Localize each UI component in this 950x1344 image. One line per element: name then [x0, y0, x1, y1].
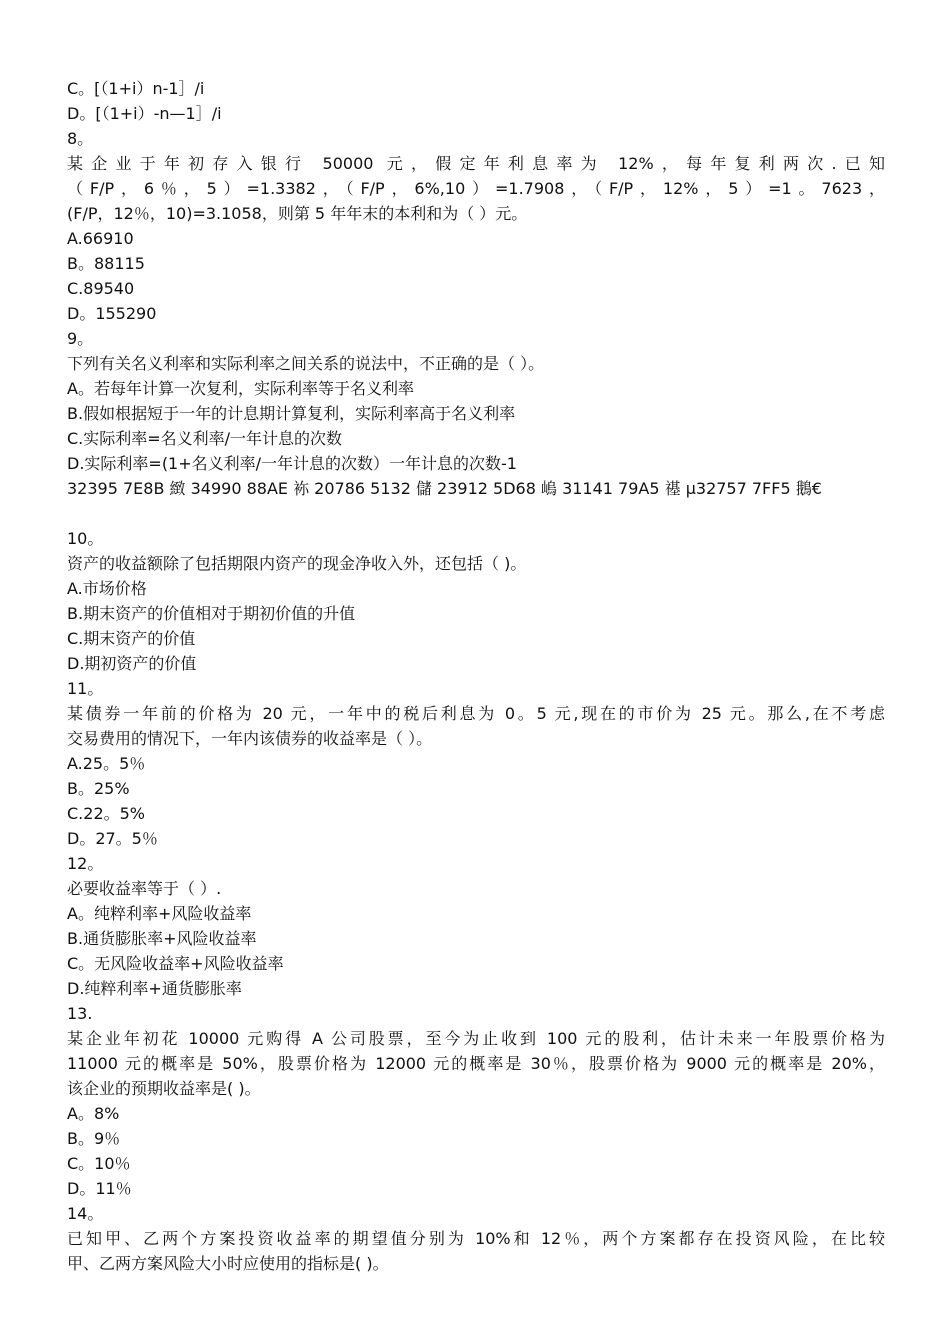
question-14-text-line-2: 甲、乙两方案风险大小时应使用的指标是( )。: [67, 1254, 389, 1273]
question-number-13: 13.: [67, 1004, 93, 1023]
option-b-q13: B。9％: [67, 1129, 121, 1148]
option-c-q11: C.22。5%: [67, 804, 146, 823]
option-d-q11: D。27。5％: [67, 829, 158, 848]
question-number-8: 8。: [67, 129, 94, 148]
option-d-q13: D。11％: [67, 1179, 132, 1198]
question-8-text-line-3: (F/P，12％，10)=3.1058，则第 5 年年末的本利和为（ ）元。: [67, 204, 528, 223]
option-b-q10: B.期末资产的价值相对于期初价值的升值: [67, 604, 356, 623]
option-d-q7: D。[（1+i）-n—1］/i: [67, 104, 222, 123]
question-10-text: 资产的收益额除了包括期限内资产的现金净收入外，还包括（ )。: [67, 554, 527, 573]
option-a-q11: A.25。5％: [67, 754, 146, 773]
option-a-q13: A。8%: [67, 1104, 120, 1123]
option-c-q8: C.89540: [67, 279, 135, 298]
question-number-10: 10。: [67, 529, 104, 548]
question-13-text-line-1: 某企业年初花 10000 元购得 A 公司股票，至今为止收到 100 元的股利，估计未来一年股票价格为: [67, 1029, 885, 1048]
document-page: [67, 76, 885, 1276]
question-number-11: 11。: [67, 679, 104, 698]
question-14-text-line-1: 已知甲、乙两个方案投资收益率的期望值分别为 10%和 12％，两个方案都存在投资风险，在比较: [67, 1229, 885, 1248]
option-c-q9: C.实际利率=名义利率/一年计息的次数: [67, 429, 343, 448]
question-11-text-line-1: 某债券一年前的价格为 20 元，一年中的税后利息为 0。5 元,现在的市价为 25 元。那么,在不考虑: [67, 704, 885, 723]
option-a-q9: A。若每年计算一次复利，实际利率等于名义利率: [67, 379, 414, 398]
option-a-q10: A.市场价格: [67, 579, 147, 598]
option-c-q12: C。无风险收益率+风险收益率: [67, 954, 284, 973]
option-d-q8: D。155290: [67, 304, 157, 323]
option-d-q10: D.期初资产的价值: [67, 654, 197, 673]
option-d-q9: D.实际利率=(1+名义利率/一年计息的次数）一年计息的次数-1: [67, 454, 517, 473]
question-9-text: 下列有关名义利率和实际利率之间关系的说法中，不正确的是（ ）。: [67, 354, 545, 373]
option-c-q7: C。[（1+i）n-1］/i: [67, 79, 205, 98]
option-b-q11: B。25%: [67, 779, 130, 798]
question-8-text-line-1: 某企业于年初存入银行 50000 元，假定年利息率为 12%，每年复利两次.已知: [67, 154, 885, 173]
question-number-9: 9。: [67, 329, 94, 348]
option-a-q8: A.66910: [67, 229, 134, 248]
option-c-q13: C。10％: [67, 1154, 131, 1173]
question-number-14: 14。: [67, 1204, 104, 1223]
garbled-text-line: 32395 7E8B 緻 34990 88AE 袮 20786 5132 儲 23912 5D68 嵨 31141 79A5 禥 µ32757 7FF5 鵝€: [67, 479, 822, 498]
option-b-q9: B.假如根据短于一年的计息期计算复利，实际利率高于名义利率: [67, 404, 516, 423]
question-12-text: 必要收益率等于（ ）.: [67, 879, 222, 898]
option-b-q8: B。88115: [67, 254, 145, 273]
question-number-12: 12。: [67, 854, 104, 873]
question-13-text-line-3: 该企业的预期收益率是( )。: [67, 1079, 261, 1098]
question-13-text-line-2: 11000 元的概率是 50%，股票价格为 12000 元的概率是 30％，股票价格为 9000 元的概率是 20%，: [67, 1054, 885, 1073]
question-8-text-line-2: （F/P，6％，5）=1.3382，（F/P，6%,10）=1.7908，（F/P，12%，5）=1。7623，: [67, 179, 885, 198]
option-c-q10: C.期末资产的价值: [67, 629, 196, 648]
option-b-q12: B.通货膨胀率+风险收益率: [67, 929, 257, 948]
question-11-text-line-2: 交易费用的情况下，一年内该债券的收益率是（ ）。: [67, 729, 433, 748]
option-d-q12: D.纯粹利率+通货膨胀率: [67, 979, 242, 998]
blank-line: [67, 501, 885, 526]
option-a-q12: A。纯粹利率+风险收益率: [67, 904, 252, 923]
